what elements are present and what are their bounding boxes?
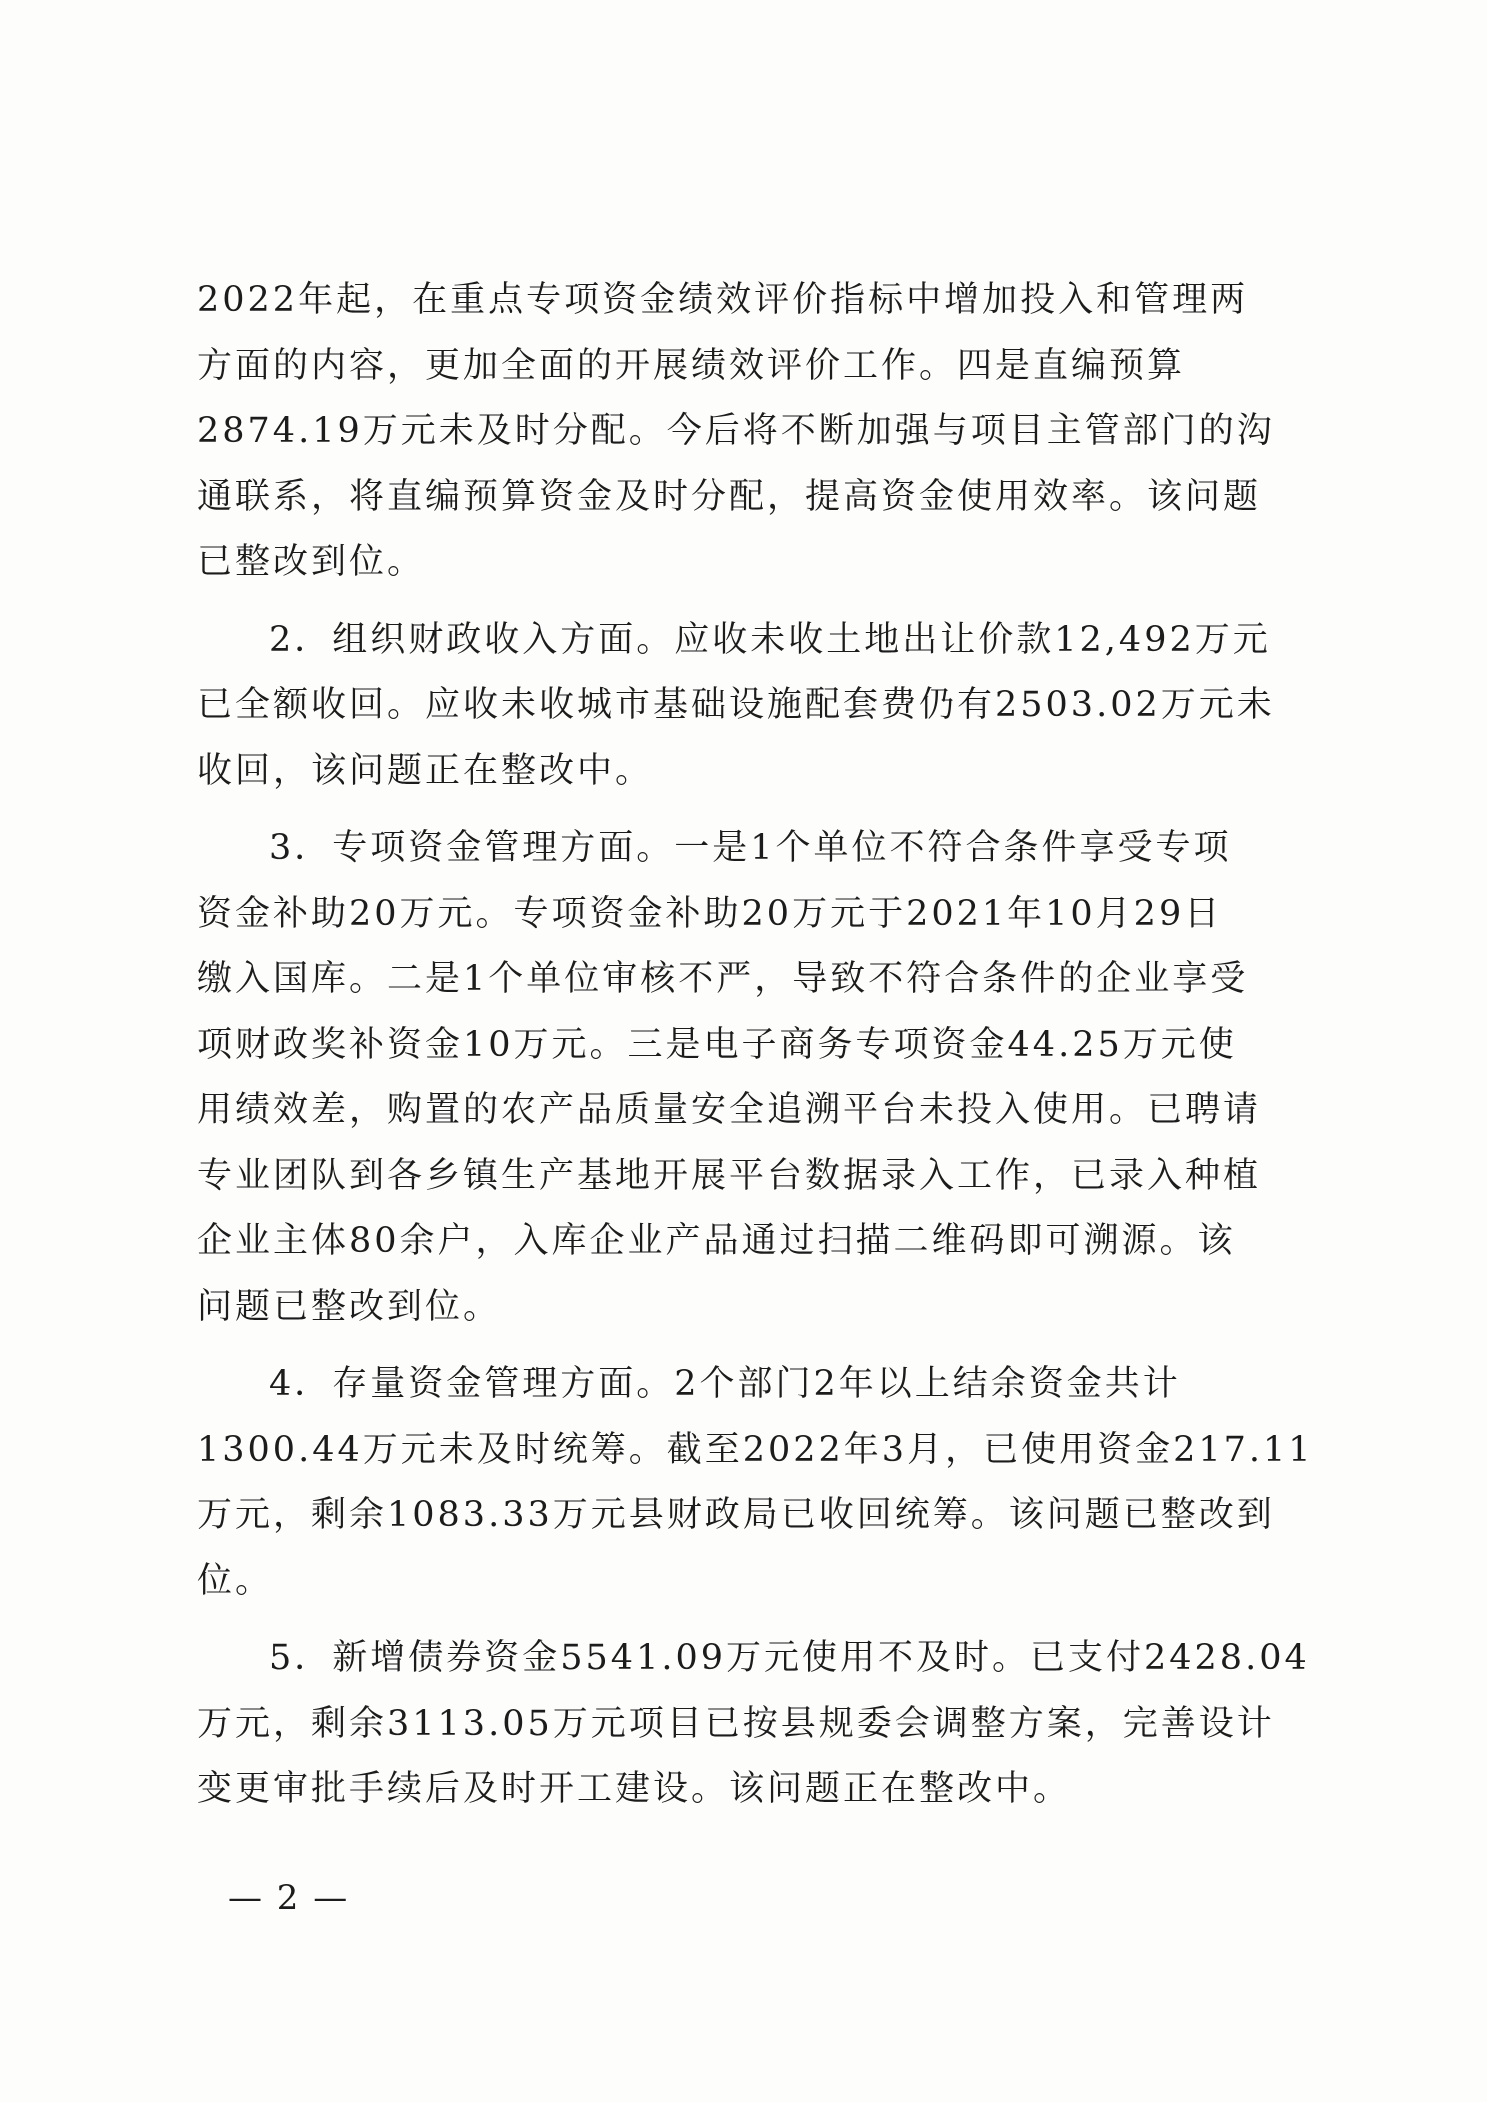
text-line: 问题已整改到位。	[197, 1286, 502, 1327]
text-line: 通联系，将直编预算资金及时分配，提高资金使用效率。该问题	[197, 476, 1262, 517]
text-line: 2022年起，在重点专项资金绩效评价指标中增加投入和管理两	[197, 280, 1249, 320]
text-line: 收回，该问题正在整改中。	[197, 750, 654, 791]
text-line: 3．专项资金管理方面。一是1个单位不符合条件享受专项	[269, 828, 1232, 868]
text-line: 2874.19万元未及时分配。今后将不断加强与项目主管部门的沟	[197, 411, 1275, 451]
text-line: 万元，剩余1083.33万元县财政局已收回统筹。该问题已整改到	[197, 1495, 1275, 1535]
text-line: 缴入国库。二是1个单位审核不严，导致不符合条件的企业享受	[197, 959, 1249, 999]
text-line: 4．存量资金管理方面。2个部门2年以上结余资金共计	[269, 1364, 1181, 1404]
document-body	[197, 268, 1314, 1835]
text-line: 方面的内容，更加全面的开展绩效评价工作。四是直编预算	[197, 345, 1186, 386]
text-line: 已整改到位。	[197, 542, 426, 582]
paragraph-1	[197, 268, 1292, 596]
paragraph-3	[197, 816, 1292, 1340]
text-line: 变更审批手续后及时开工建设。该问题正在整改中。	[197, 1769, 1072, 1809]
text-line: 2．组织财政收入方面。应收未收土地出让价款12,492万元	[269, 619, 1271, 660]
text-line: 万元，剩余3113.05万元项目已按县规委会调整方案，完善设计	[197, 1703, 1275, 1744]
text-line: 企业主体80余户，入库企业产品通过扫描二维码即可溯源。该	[197, 1221, 1236, 1261]
text-line: 位。	[197, 1560, 274, 1601]
paragraph-4	[197, 1352, 1314, 1614]
paragraph-5	[197, 1626, 1310, 1823]
text-line: 项财政奖补资金10万元。三是电子商务专项资金44.25万元使	[197, 1024, 1237, 1065]
paragraph-2	[197, 608, 1292, 805]
text-line: 5．新增债券资金5541.09万元使用不及时。已支付2428.04	[269, 1638, 1310, 1678]
text-line: 1300.44万元未及时统筹。截至2022年3月，已使用资金217.11	[197, 1429, 1314, 1470]
text-line: 用绩效差，购置的农产品质量安全追溯平台未投入使用。已聘请	[197, 1090, 1262, 1130]
text-line: 已全额收回。应收未收城市基础设施配套费仍有2503.02万元未	[197, 685, 1275, 725]
page-number: — 2 —	[228, 1878, 350, 1918]
text-line: 专业团队到各乡镇生产基地开展平台数据录入工作，已录入种植	[197, 1155, 1262, 1196]
text-line: 资金补助20万元。专项资金补助20万元于2021年10月29日	[197, 893, 1223, 934]
